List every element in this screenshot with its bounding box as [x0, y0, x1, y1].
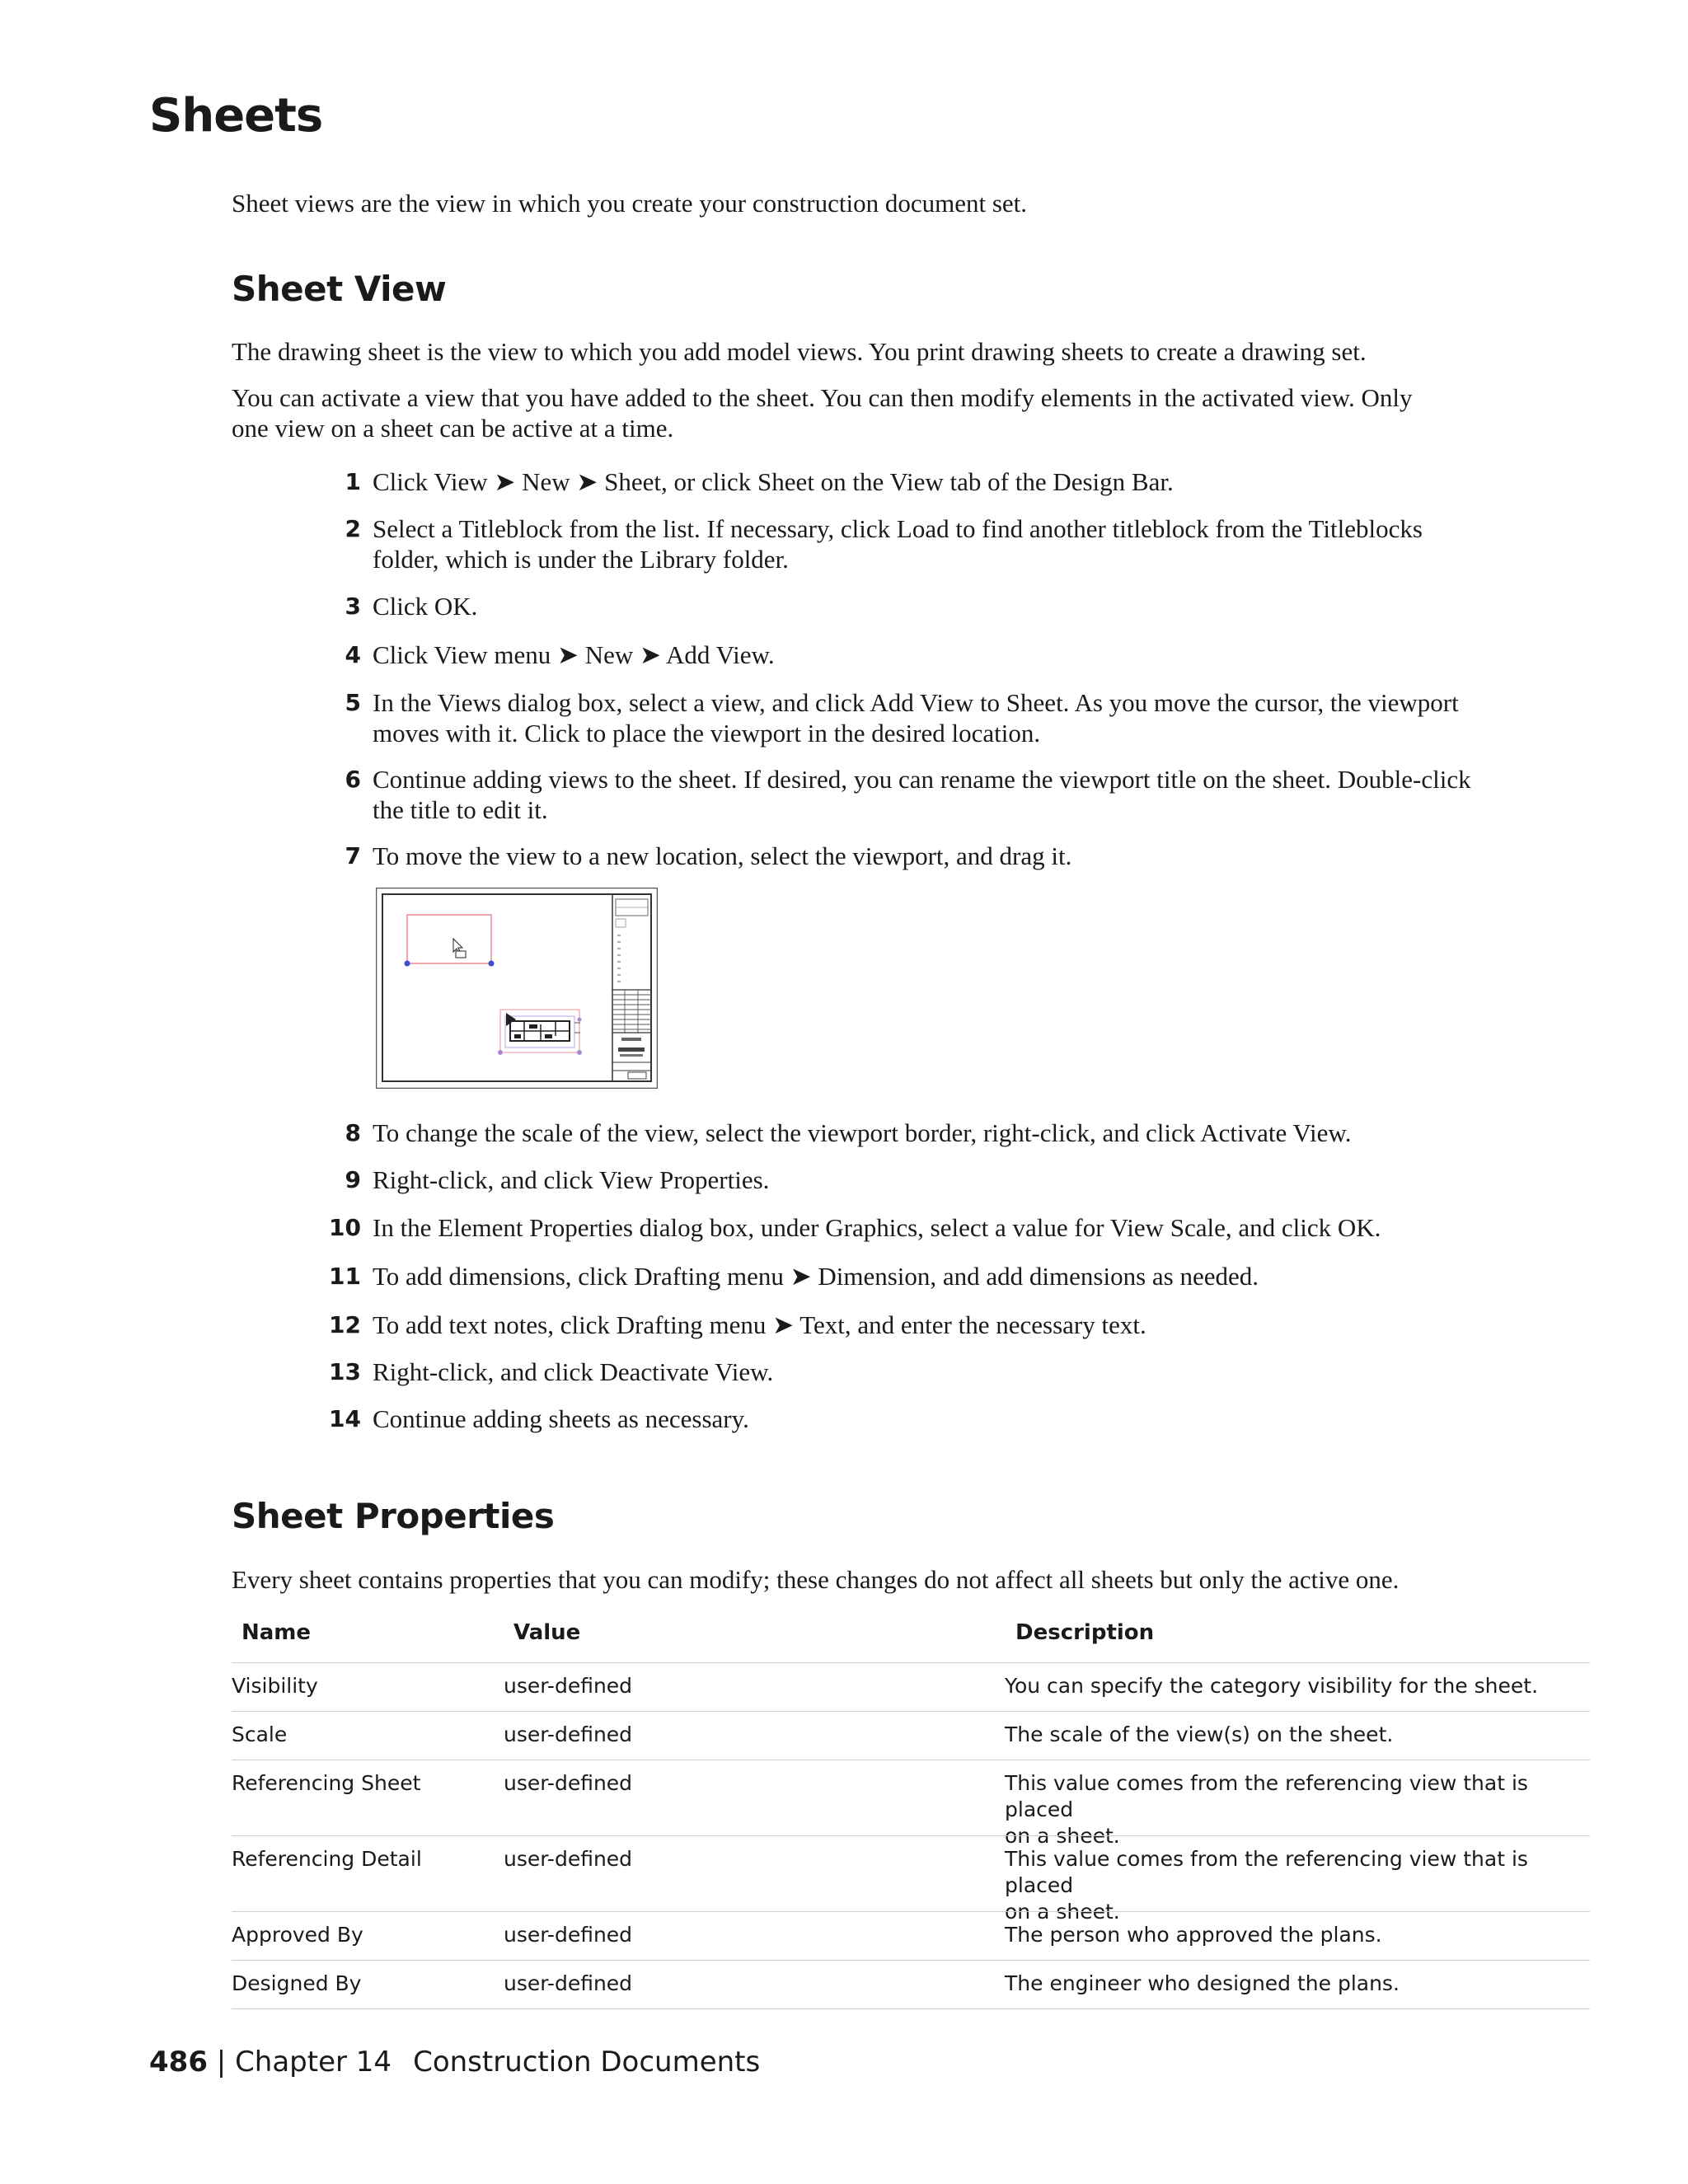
description-line: The engineer who designed the plans.: [1005, 1971, 1400, 1995]
cell-name: Referencing Detail: [232, 1847, 422, 1871]
step-number: 1: [345, 468, 361, 495]
step-line: Continue adding views to the sheet. If desired, you can rename the viewport title on the sheet. Double-click: [373, 765, 1471, 794]
step-line: In the Views dialog box, select a view, and click Add View to Sheet. As you move the cursor, the viewport: [373, 688, 1459, 717]
description-line: This value comes from the referencing view that is placed: [1005, 1847, 1528, 1897]
description-line: on a sheet.: [1005, 1900, 1120, 1924]
cell-description: [1005, 1722, 1582, 1748]
description-line: The scale of the view(s) on the sheet.: [1005, 1722, 1394, 1746]
description-line: on a sheet.: [1005, 1824, 1120, 1848]
cell-name: Referencing Sheet: [232, 1771, 421, 1795]
step-number: 2: [345, 515, 361, 542]
step-line: moves with it. Click to place the viewport in the desired location.: [373, 719, 1041, 748]
table-header: [232, 1617, 1590, 1662]
column-header-name: Name: [241, 1620, 312, 1645]
footer-chapter: Chapter 14: [235, 2046, 392, 2079]
step-number: 4: [345, 641, 361, 668]
table-row: [232, 1911, 1590, 1960]
step-number: 6: [345, 766, 361, 793]
step-line: the title to edit it.: [373, 795, 548, 824]
table-row: [232, 1662, 1590, 1711]
cell-value: user-defined: [504, 1923, 633, 1947]
cell-name: Approved By: [232, 1923, 363, 1947]
step-text: To change the scale of the view, select the viewport border, right-click, and click Activate View.: [373, 1118, 1352, 1147]
step-text: Click OK.: [373, 592, 478, 621]
cell-value: user-defined: [504, 1771, 633, 1795]
table-row: [232, 1711, 1590, 1760]
step-number: 5: [345, 689, 361, 716]
sheet-viewport-illustration: [376, 888, 658, 1089]
cell-description: [1005, 1971, 1582, 1997]
step-number: 13: [329, 1358, 361, 1385]
sheet-view-paragraph-1: The drawing sheet is the view to which you add model views. You print drawing sheets to create a drawing set.: [232, 337, 1367, 366]
sheet-properties-paragraph: Every sheet contains properties that you can modify; these changes do not affect all sheets but only the active one.: [232, 1565, 1400, 1594]
footer-chapter-title: Construction Documents: [413, 2046, 761, 2079]
paragraph-line: You can activate a view that you have added to the sheet. You can then modify elements in the activated view. Only: [232, 383, 1413, 412]
cell-value: user-defined: [504, 1674, 633, 1698]
page-number: 486: [149, 2046, 208, 2079]
section-heading-sheet-properties: Sheet Properties: [232, 1496, 555, 1536]
cell-value: user-defined: [504, 1847, 633, 1871]
step-text: Click View ➤ New ➤ Sheet, or click Sheet on the View tab of the Design Bar.: [373, 467, 1174, 496]
step-number: 3: [345, 593, 361, 620]
step-text: In the Element Properties dialog box, under Graphics, select a value for View Scale, and click OK.: [373, 1213, 1381, 1242]
step-text: To add text notes, click Drafting menu ➤ Text, and enter the necessary text.: [373, 1310, 1146, 1339]
step-text: To add dimensions, click Drafting menu ➤ Dimension, and add dimensions as needed.: [373, 1262, 1259, 1291]
table-row: [232, 1760, 1590, 1848]
cell-name: Designed By: [232, 1971, 362, 1995]
page-title: Sheets: [149, 89, 323, 143]
step-text: [373, 764, 1601, 825]
description-line: You can specify the category visibility for the sheet.: [1005, 1674, 1539, 1698]
step-number: 12: [329, 1311, 361, 1338]
cell-description: [1005, 1922, 1582, 1948]
step-number: 10: [329, 1214, 361, 1241]
sheet-drawing: [376, 888, 658, 1089]
step-number: 14: [329, 1405, 361, 1432]
step-text: Click View menu ➤ New ➤ Add View.: [373, 640, 775, 669]
step-line: Select a Titleblock from the list. If necessary, click Load to find another titleblock from the Titleblocks: [373, 514, 1423, 543]
paragraph-line: one view on a sheet can be active at a time.: [232, 414, 674, 443]
step-text: Continue adding sheets as necessary.: [373, 1404, 749, 1433]
column-header-description: Description: [1015, 1620, 1155, 1645]
footer-separator: |: [207, 2046, 236, 2079]
column-header-value: Value: [513, 1620, 581, 1645]
step-text: [373, 513, 1601, 574]
step-text: [373, 687, 1601, 748]
properties-table: [232, 1617, 1590, 2009]
cell-value: user-defined: [504, 1722, 633, 1746]
cell-name: Scale: [232, 1722, 288, 1746]
cell-value: user-defined: [504, 1971, 633, 1995]
page-footer: [149, 2046, 760, 2079]
table-row: [232, 1960, 1590, 2009]
step-text: Right-click, and click Deactivate View.: [373, 1357, 774, 1386]
step-number: 11: [329, 1263, 361, 1290]
step-line: folder, which is under the Library folder.: [373, 545, 789, 574]
step-number: 8: [345, 1119, 361, 1146]
intro-paragraph: Sheet views are the view in which you create your construction document set.: [232, 189, 1028, 218]
step-text: Right-click, and click View Properties.: [373, 1165, 770, 1194]
description-line: This value comes from the referencing view that is placed: [1005, 1771, 1528, 1821]
cell-description: [1005, 1673, 1582, 1699]
cell-name: Visibility: [232, 1674, 318, 1698]
step-text: To move the view to a new location, select the viewport, and drag it.: [373, 841, 1072, 870]
step-number: 9: [345, 1166, 361, 1193]
description-line: The person who approved the plans.: [1005, 1923, 1382, 1947]
step-number: 7: [345, 842, 361, 869]
section-heading-sheet-view: Sheet View: [232, 269, 447, 309]
table-row: [232, 1835, 1590, 1924]
sheet-view-paragraph-2: [232, 382, 1413, 443]
